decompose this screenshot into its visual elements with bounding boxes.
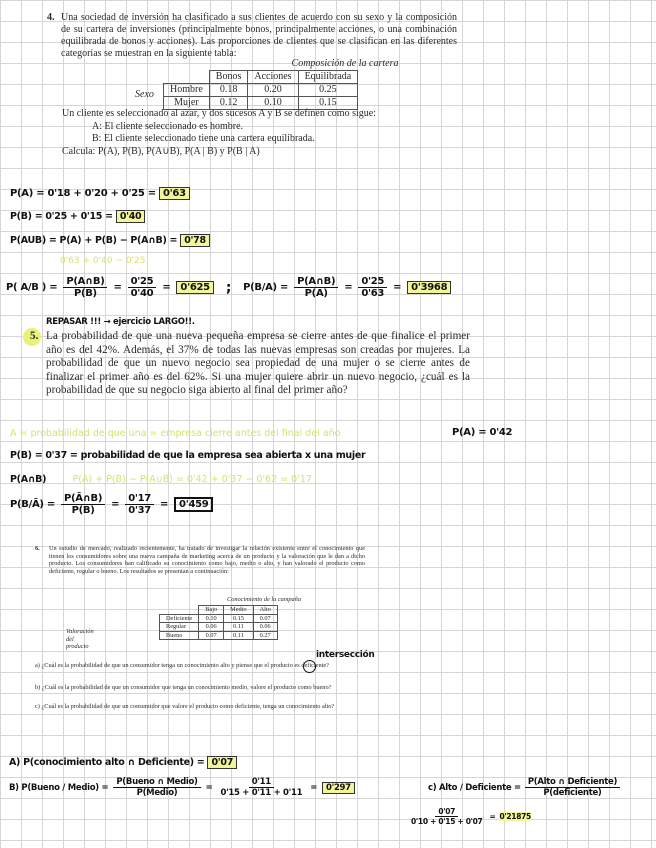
hw5-pb: P(B) = 0'37 = probabilidad de que la empresa sea abierta x una mujer [10, 450, 366, 461]
table-cell: 0.10 [199, 614, 224, 623]
hw6-a: A) P(conocimiento alto ∩ Deficiente) = 0'07 [9, 757, 237, 768]
result-box: 0'63 [159, 187, 190, 200]
hw5-pab: P(A∩B) P(A) + P(B) − P(A∪B) = 0'42 + 0'37 − 0'62 = 0'17 [10, 474, 312, 485]
fraction: $\frac{0'11}{0'15 + 0'11 + 0'11}$ [220, 777, 303, 798]
row-label: Hombre [164, 84, 210, 97]
question-c: c) ¿Cuál es la probabilidad de que un consumidor que valore el producto como deficiente, tenga un conocimiento alto? [35, 703, 335, 710]
table-cell: 0.06 [253, 623, 277, 632]
hw5-pa: P(A) = 0'42 [452, 427, 513, 438]
fraction: $\frac{\text{P(Alto ∩ Deficiente)}}{\text{P(deficiente)}}$ [525, 777, 620, 798]
problem-4 [47, 12, 457, 60]
problem-5 [30, 330, 470, 398]
table-row [160, 614, 278, 623]
table-cell: 0.25 [298, 84, 358, 97]
fraction: $\frac{\text{P(Bueno ∩ Medio)}}{\text{P(Medio)}}$ [113, 777, 200, 798]
event-a: A: El cliente seleccionado es hombre. [92, 121, 244, 132]
question-a: a) ¿Cuál es la probabilidad de que un consumidor tenga un conocimiento alto y piense que el producto es deficiente? [35, 662, 329, 669]
table-cell: 0.10 [248, 97, 298, 110]
fraction: $\frac{0'17}{0'37}$ [125, 493, 154, 516]
result-box: 0'625 [176, 281, 213, 294]
problem-number: 5. [30, 330, 39, 342]
table-cell: 0.11 [224, 623, 253, 632]
note-interseccion: intersección [316, 650, 375, 660]
hw-paub: P(AUB) = P(A) + P(B) − P(A∩B) = 0'78 [10, 235, 210, 246]
row-group-label: Sexo [135, 89, 154, 100]
problem-number: 4. [47, 12, 55, 23]
table-caption: Composición de la cartera [291, 58, 399, 69]
hw6-c-calc: $\frac{0'07}{0'10 + 0'15 + 0'07}$ = 0'21875 [408, 807, 531, 826]
hw-pa: P(A) = 0'18 + 0'20 + 0'25 = 0'63 [10, 188, 190, 199]
row-label: Regular [160, 623, 199, 632]
table-caption: Conocimiento de la campaña [227, 596, 301, 603]
row-label: Deficiente [160, 614, 199, 623]
table-cell: 0.07 [253, 614, 277, 623]
table-cell: 0.20 [248, 84, 298, 97]
table-cell: 0.15 [224, 614, 253, 623]
hw6-b: B) P(Bueno / Medio) = $\frac{\text{P(Bueno ∩ Medio)}}{\text{P(Medio)}}$ = $\frac{0'11}{0'15 + 0'11 + 0'11}$ = 0'297 [9, 777, 355, 798]
fraction: $\frac{0'25}{0'63}$ [358, 276, 387, 299]
data-table [163, 70, 358, 110]
table-cell: 0.18 [209, 84, 248, 97]
table-cell: 0.15 [298, 97, 358, 110]
result-box: 0'459 [174, 497, 213, 512]
column-header: Alto [253, 606, 277, 615]
calc-request: Calcula: P(A), P(B), P(A∪B), P(A | B) y P(B | A) [62, 146, 260, 157]
table-cell: 0.11 [224, 631, 253, 640]
column-header: Acciones [248, 71, 298, 84]
table-cell: 0.06 [199, 623, 224, 632]
table-row [160, 631, 278, 640]
problem-text: Un estudio de mercado, realizado recientemente, ha tratado de investigar la relación existente entre el conocimiento que tienen los consumidores sobre una nueva campaña de marketing acerca de un producto y la valoración que le dan a dicho producto. Los consumidores han calificado su conocimiento como bajo, medio o alto, y han valorado el producto como deficiente, regular o bueno. Los resultados se presentan a continuación: [49, 545, 365, 575]
table-row [164, 84, 358, 97]
problem-text: Una sociedad de inversión ha clasificado a sus clientes de acuerdo con su sexo y la composición de su cartera de inversiones (principalmente bonos, principalmente acciones, o una combinación equilibrada de bonos y acciones). Las proporciones de clientes que se clasifican en las diferentes categorías se muestran en la siguiente tabla: [61, 12, 457, 59]
row-group-label: Valoración del producto [66, 628, 94, 651]
result-box: 0'07 [207, 756, 237, 769]
question-b: b) ¿Cuál es la probabilidad de que un consumidor que tenga un conocimiento medio, valore el producto como bueno? [35, 684, 332, 691]
row-label: Bueno [160, 631, 199, 640]
hw-pb: P(B) = 0'25 + 0'15 = 0'40 [10, 211, 145, 222]
table-cell: 0.12 [209, 97, 248, 110]
problem-number: 6. [35, 545, 40, 552]
result-box: 0'78 [180, 234, 210, 247]
result-box: 0'297 [322, 782, 355, 794]
event-b: B: El cliente seleccionado tiene una cartera equilibrada. [92, 133, 315, 144]
result-box: 0'21875 [499, 812, 531, 821]
problem-text: La probabilidad de que una nueva pequeña empresa se cierre antes de que finalice el primer año es del 42%. Además, el 37% de todas las nuevas empresas son creadas por mujeres. La probabilidad de que un nuevo negocio sea propiedad de una mujer o se cierre antes de finalizar el primer año es del 62%. Si una mujer quiere abrir un nuevo negocio, ¿cuál es la probabilidad de que su negocio siga abierto al final del primer año? [46, 330, 470, 396]
fraction: $\frac{P(Ā\cap B)}{P(B)}$ [61, 493, 105, 516]
table-cell: 0.27 [253, 631, 277, 640]
table-row [160, 623, 278, 632]
column-header: Bajo [199, 606, 224, 615]
result-box: 0'3968 [407, 281, 451, 294]
circle-mark [303, 660, 316, 673]
problem-6 [35, 545, 365, 575]
row-label: Mujer [164, 97, 210, 110]
hw5-a-faint: A = probabilidad de que una = empresa cierre antes del final del año [10, 428, 341, 439]
column-header: Equilibrada [298, 71, 358, 84]
fraction: $\frac{0'25}{0'40}$ [128, 276, 157, 299]
note-repasar: REPASAR !!! → ejercicio LARGO!!. [46, 317, 195, 327]
fraction: $\frac{0'07}{0'10 + 0'15 + 0'07}$ [411, 807, 483, 826]
hw6-c: c) Alto / Deficiente = $\frac{\text{P(Alto ∩ Deficiente)}}{\text{P(deficiente)}}$ [428, 777, 620, 798]
fraction: $\frac{P(A\cap B)}{P(B)}$ [63, 276, 107, 299]
column-header: Bonos [209, 71, 248, 84]
hw5-result: P(B/Ā) = $\frac{P(Ā\cap B)}{P(B)}$ = $\frac{0'17}{0'37}$ = 0'459 [10, 493, 213, 516]
hw-paub-faint: 0'63 + 0'40 − 0'25 [60, 256, 146, 266]
table-cell: 0.07 [199, 631, 224, 640]
column-header: Medio [224, 606, 253, 615]
hw-conditionals: P( A/B ) = $\frac{P(A\cap B)}{P(B)}$ = $\frac{0'25}{0'40}$ = 0'625 ; P(B/A) = $\frac{P(A\cap B)}{P(A)}$ = $\frac{0'25}{0'63}$ = 0'3968 [6, 276, 451, 299]
result-box: 0'40 [116, 210, 146, 223]
fraction: $\frac{P(A\cap B)}{P(A)}$ [294, 276, 338, 299]
data-table [159, 605, 278, 640]
events-intro: Un cliente es seleccionado al azar, y dos sucesos A y B se definen como sigue: [62, 108, 376, 119]
